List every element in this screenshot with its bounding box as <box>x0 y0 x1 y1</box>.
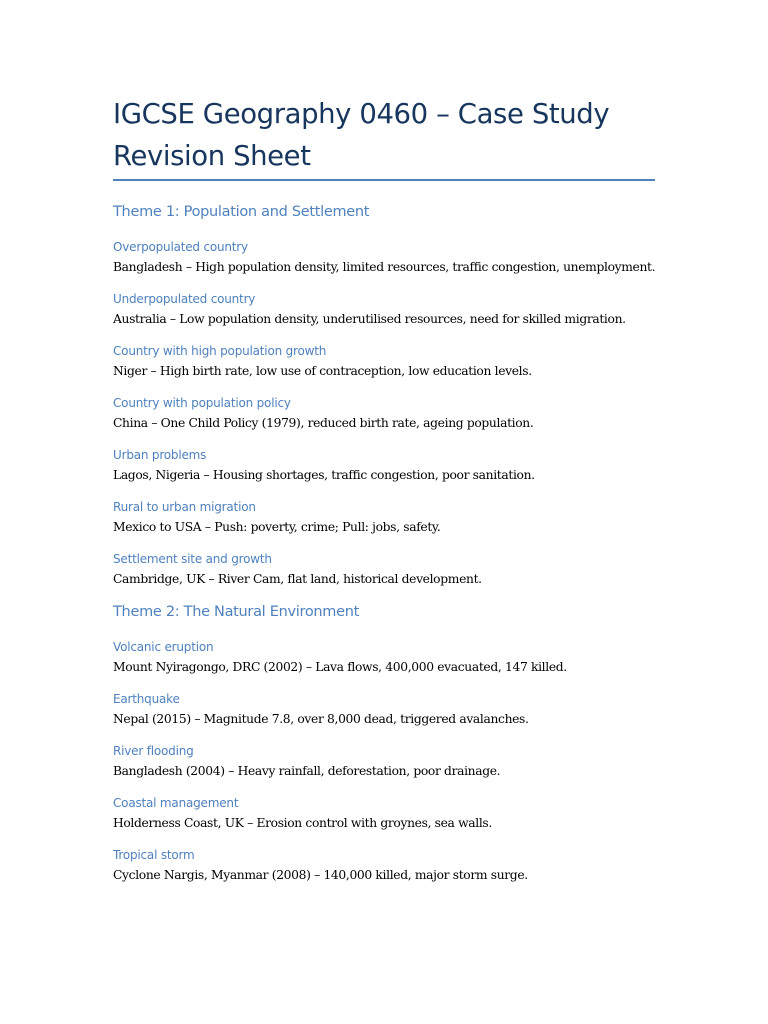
case-study-text: Bangladesh (2004) – Heavy rainfall, deforestation, poor drainage. <box>113 764 501 778</box>
case-study-text: Nepal (2015) – Magnitude 7.8, over 8,000 dead, triggered avalanches. <box>113 712 529 726</box>
title-underline <box>113 179 655 181</box>
case-study-earthquake <box>113 691 673 727</box>
case-study-heading: River flooding <box>113 744 194 758</box>
case-study-text: Cambridge, UK – River Cam, flat land, historical development. <box>113 572 482 586</box>
case-study-text: Mount Nyiragongo, DRC (2002) – Lava flows, 400,000 evacuated, 147 killed. <box>113 660 567 674</box>
case-study-coastal-management <box>113 795 673 831</box>
case-study-text: Holderness Coast, UK – Erosion control with groynes, sea walls. <box>113 816 492 830</box>
case-study-rural-urban-migration <box>113 499 673 535</box>
case-study-heading: Overpopulated country <box>113 240 248 254</box>
case-study-heading: Earthquake <box>113 692 180 706</box>
case-study-text: Bangladesh – High population density, limited resources, traffic congestion, unemployment. <box>113 260 656 274</box>
case-study-heading: Rural to urban migration <box>113 500 256 514</box>
case-study-heading: Settlement site and growth <box>113 552 272 566</box>
case-study-river-flooding <box>113 743 673 779</box>
case-study-text: Lagos, Nigeria – Housing shortages, traffic congestion, poor sanitation. <box>113 468 535 482</box>
case-study-text: Cyclone Nargis, Myanmar (2008) – 140,000 killed, major storm surge. <box>113 868 528 882</box>
case-study-overpopulated-country <box>113 239 673 275</box>
case-study-text: Niger – High birth rate, low use of contraception, low education levels. <box>113 364 532 378</box>
theme-2-heading: Theme 2: The Natural Environment <box>113 604 359 620</box>
case-study-heading: Country with population policy <box>113 396 291 410</box>
case-study-text: Mexico to USA – Push: poverty, crime; Pull: jobs, safety. <box>113 520 441 534</box>
case-study-population-policy <box>113 395 673 431</box>
case-study-text: Australia – Low population density, underutilised resources, need for skilled migration. <box>113 312 626 326</box>
case-study-volcanic-eruption <box>113 639 673 675</box>
case-study-underpopulated-country <box>113 291 673 327</box>
case-study-heading: Tropical storm <box>113 848 195 862</box>
document-title: IGCSE Geography 0460 – Case Study Revision Sheet <box>113 98 610 172</box>
case-study-heading: Country with high population growth <box>113 344 327 358</box>
case-study-settlement-site <box>113 551 673 587</box>
case-study-text: China – One Child Policy (1979), reduced birth rate, ageing population. <box>113 416 534 430</box>
theme-1-heading: Theme 1: Population and Settlement <box>113 204 370 220</box>
case-study-tropical-storm <box>113 847 673 883</box>
case-study-heading: Underpopulated country <box>113 292 256 306</box>
case-study-heading: Coastal management <box>113 796 239 810</box>
case-study-heading: Volcanic eruption <box>113 640 214 654</box>
case-study-heading: Urban problems <box>113 448 207 462</box>
case-study-high-population-growth <box>113 343 673 379</box>
case-study-urban-problems <box>113 447 673 483</box>
